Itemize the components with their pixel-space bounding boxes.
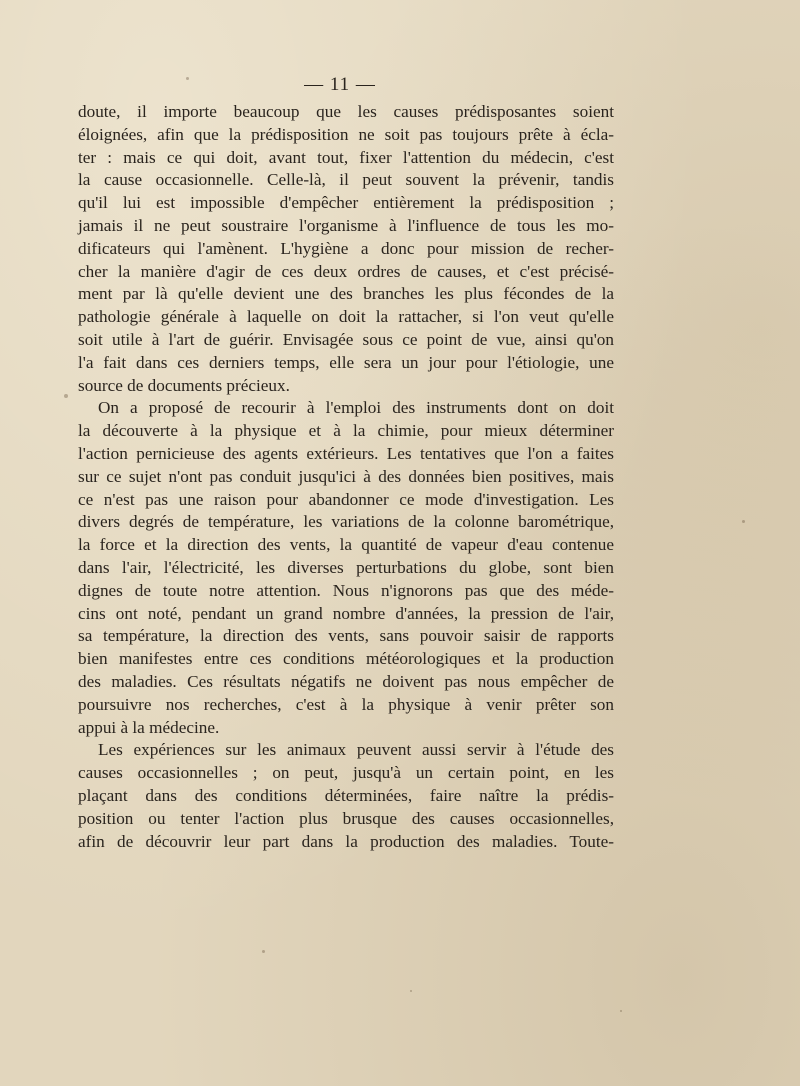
foxing-spot [186,77,189,80]
text-line: l'a fait dans ces derniers temps, elle sera un jour pour l'étiologie, une [78,352,614,372]
text-line: la force et la direction des vents, la quantité de vapeur d'eau contenue [78,535,614,555]
text-line: soit utile à l'art de guérir. Envisagée sous ce point de vue, ainsi qu'on [78,329,614,349]
text-line: des maladies. Ces résultats négatifs ne doivent pas nous empêcher de [78,671,614,691]
text-line: ce n'est pas une raison pour abandonner ce mode d'investigation. Les [78,489,614,509]
text-line: afin de découvrir leur part dans la production des maladies. Toute- [78,831,614,851]
text-line: sa température, la direction des vents, sans pouvoir saisir de rapports [78,626,614,646]
text-line: qu'il lui est impossible d'empêcher entièrement la prédisposition ; [78,193,614,213]
text-line: cher la manière d'agir de ces deux ordres de causes, et c'est précisé- [78,261,614,281]
foxing-spot [742,520,745,523]
text-line: éloignées, afin que la prédisposition ne soit pas toujours prête à écla- [78,124,614,144]
foxing-spot [620,1010,622,1012]
text-line: dignes de toute notre attention. Nous n'ignorons pas que des méde- [78,580,614,600]
foxing-spot [262,950,265,953]
text-line: appui à la médecine. [78,717,220,737]
text-line: dificateurs qui l'amènent. L'hygiène a donc pour mission de recher- [78,238,614,258]
text-line: la découverte à la physique et à la chimie, pour mieux déterminer [78,421,614,441]
text-line: sur ce sujet n'ont pas conduit jusqu'ici à des données bien positives, mais [78,466,614,486]
text-line: dans l'air, l'électricité, les diverses perturbations du globe, sont bien [78,557,614,577]
text-line: doute, il importe beaucoup que les causes prédisposantes soient [78,102,614,121]
text-line: plaçant dans des conditions déterminées, faire naître la prédis- [78,785,614,805]
text-line: l'action pernicieuse des agents extérieurs. Les tentatives que l'on a faites [78,443,614,463]
text-line: divers degrés de température, les variations de la colonne barométrique, [78,512,614,532]
text-line: causes occasionnelles ; on peut, jusqu'à un certain point, en les [78,763,614,783]
text-line: Les expériences sur les animaux peuvent aussi servir à l'étude des [98,740,614,760]
body-text [78,101,614,853]
text-line: ment par là qu'elle devient une des branches les plus fécondes de la [78,284,614,304]
text-line: position ou tenter l'action plus brusque des causes occasionnelles, [78,808,614,828]
foxing-spot [64,394,68,398]
text-line: cins ont noté, pendant un grand nombre d'années, la pression de l'air, [78,603,614,623]
text-line: jamais il ne peut soustraire l'organisme à l'influence de tous les mo- [78,215,614,235]
text-line: On a proposé de recourir à l'emploi des instruments dont on doit [98,398,614,418]
text-line: poursuivre nos recherches, c'est à la physique à venir prêter son [78,694,614,714]
text-line: source de documents précieux. [78,375,290,395]
text-line: la cause occasionnelle. Celle-là, il peut souvent la prévenir, tandis [78,170,614,190]
page-number: — 11 — [304,74,376,95]
text-line: ter : mais ce qui doit, avant tout, fixer l'attention du médecin, c'est [78,147,614,167]
text-line: bien manifestes entre ces conditions météorologiques et la production [78,649,614,669]
foxing-spot [410,990,412,992]
text-line: pathologie générale à laquelle on doit la rattacher, si l'on veut qu'elle [78,307,614,327]
